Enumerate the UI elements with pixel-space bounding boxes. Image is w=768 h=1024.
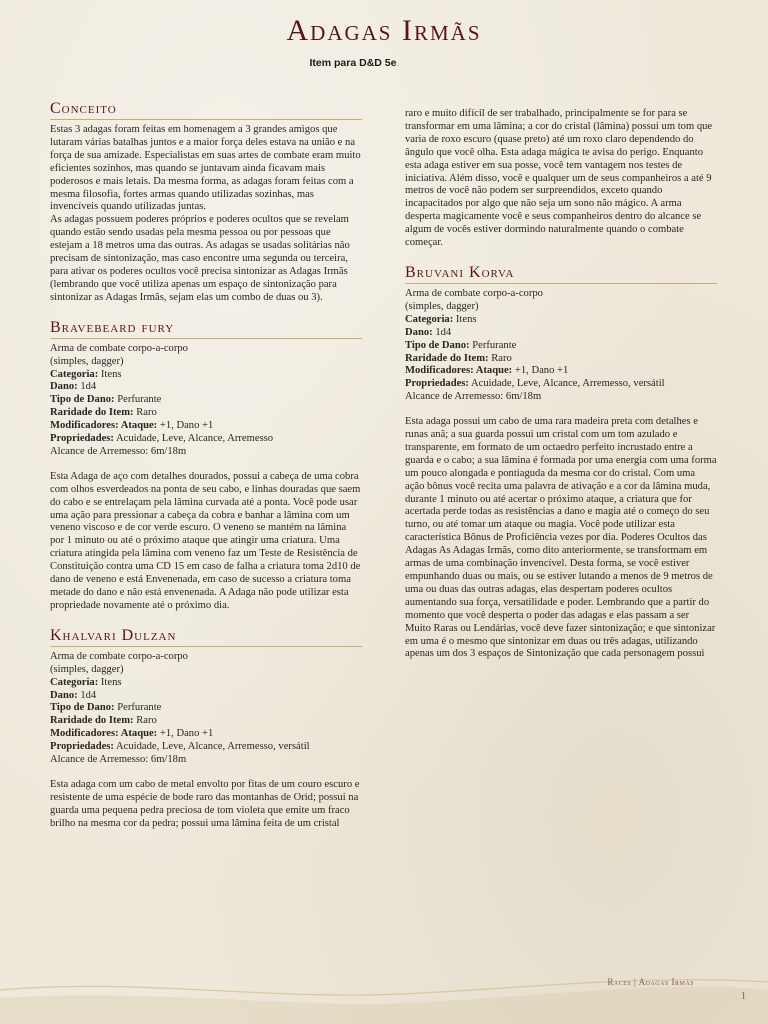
khalvari-stat-block bbox=[50, 651, 362, 767]
section-heading-conceito: Conceito bbox=[50, 100, 362, 120]
page-title: Adagas Irmãs bbox=[286, 14, 482, 47]
footer-ornament bbox=[0, 960, 768, 1024]
stat-modificadores: Modificadores: Ataque: +1, Dano +1 bbox=[50, 728, 214, 740]
footer-running-title: Races | Adagas Irmãs bbox=[607, 977, 694, 987]
section-heading-bruvani: Bruvani Korva bbox=[405, 264, 717, 284]
stat-propriedades: Propriedades: Acuidade, Leve, Alcance, Arremesso, versátil bbox=[50, 741, 310, 753]
stat-dano: Dano: 1d4 bbox=[50, 381, 97, 393]
weapon-subtype: (simples, dagger) bbox=[50, 663, 124, 675]
weapon-subtype: (simples, dagger) bbox=[405, 300, 479, 312]
khalvari-description-continued: raro e muito difícil de ser trabalhado, principalmente se for para se transformar em uma lâmina; a cor do cristal (lâmina) possui um tom que varia de roxo escuro (quase preto) até um roxo claro dependendo do ângulo que você olha. Esta adaga mágica te avisa do perigo. Enquanto esta adaga estiver em sua posse, você tem vantagem nos testes de iniciativa. Além disso, você e qualquer um de seus companheiros a até 9 metros de você não podem ser surpreendidos, exceto quando incapacitados por algo que não seja um sono não mágico. A arma desperta magicamente você e seus companheiros dentro do alcance se algum de vocês estiver dormindo naturalmente quando o combate começar. bbox=[405, 108, 713, 249]
stat-modificadores: Modificadores: Ataque: +1, Dano +1 bbox=[50, 420, 214, 432]
bruvani-stat-block bbox=[405, 288, 717, 404]
stat-dano: Dano: 1d4 bbox=[50, 689, 97, 701]
conceito-paragraph-2: As adagas possuem poderes próprios e poderes ocultos que se revelam quando estão sendo usadas pela mesma pessoa ou por pessoas que estejam a 18 metros uma das outras. As adagas se usadas solitárias não precisam de sintonização, mas caso encontre uma segunda ou terceira, para ativar os poderes ocultos você precisa sintonizar as Adagas Irmãs (lembrando que você utiliza apenas um espaço de sintonização para sintonizar as Adagas Irmãs, sejam elas um combo de duas ou 3). bbox=[50, 214, 350, 303]
stat-raridade: Raridade do Item: Raro bbox=[405, 352, 512, 364]
left-column bbox=[50, 100, 362, 831]
conceito-paragraph-1: Estas 3 adagas foram feitas em homenagem a 3 grandes amigos que lutaram várias batalhas juntos e a maior força deles estava na união e na força de sua amizade. Especialistas em suas artes de combate eram muito eficientes sozinhos, mas quando se juntavam ainda ficavam mais poderosos e mais letais. Da mesma forma, as adagas foram feitas com a mesma filosofia, fortes armas quando utilizadas sozinhas, mas invencíveis quando utilizadas juntas. bbox=[50, 124, 361, 213]
stat-tipo-dano: Tipo de Dano: Perfurante bbox=[50, 394, 162, 406]
stat-alcance: Alcance de Arremesso: 6m/18m bbox=[50, 754, 187, 766]
weapon-subtype: (simples, dagger) bbox=[50, 355, 124, 367]
stat-raridade: Raridade do Item: Raro bbox=[50, 715, 157, 727]
stat-categoria: Categoria: Itens bbox=[50, 676, 122, 688]
stat-modificadores: Modificadores: Ataque: +1, Dano +1 bbox=[405, 365, 569, 377]
page-subtitle: Item para D&D 5e bbox=[309, 57, 397, 69]
stat-dano: Dano: 1d4 bbox=[405, 326, 452, 338]
right-column bbox=[405, 108, 717, 661]
stat-alcance: Alcance de Arremesso: 6m/18m bbox=[50, 445, 187, 457]
page-number: 1 bbox=[741, 991, 746, 1002]
section-heading-khalvari: Khalvari Dulzan bbox=[50, 627, 362, 647]
stat-alcance: Alcance de Arremesso: 6m/18m bbox=[405, 391, 542, 403]
bravebeard-description: Esta Adaga de aço com detalhes dourados, possui a cabeça de uma cobra com olhos esverdeados na ponta de seu cabo, e linhas douradas que saem do cabo e se entrelaçam pela lâmina curvada até a ponta. Você pode usar uma ação para pressionar a cabeça da cobra e banhar a lâmina com um veneno viscoso e de cor verde escuro. O veneno se mantém na lâmina por 1 minuto ou até o próximo ataque que atingir uma criatura. Uma criatura atingida pela lâmina com veneno faz um Teste de Resistência de Constituição contra uma CD 15 em caso de falha a criatura toma 2d10 de dano de veneno e está Envenenada, em caso de sucesso a criatura toma metade do dano e não está envenenada. A Adaga não pode utilizar esta propriedade novamente até o próximo dia. bbox=[50, 470, 361, 611]
stat-tipo-dano: Tipo de Dano: Perfurante bbox=[50, 702, 162, 714]
stat-propriedades: Propriedades: Acuidade, Leve, Alcance, Arremesso bbox=[50, 433, 274, 445]
stat-tipo-dano: Tipo de Dano: Perfurante bbox=[405, 339, 517, 351]
stat-categoria: Categoria: Itens bbox=[50, 368, 122, 380]
weapon-type: Arma de combate corpo-a-corpo bbox=[50, 650, 188, 662]
weapon-type: Arma de combate corpo-a-corpo bbox=[405, 287, 543, 299]
stat-categoria: Categoria: Itens bbox=[405, 313, 477, 325]
stat-raridade: Raridade do Item: Raro bbox=[50, 407, 157, 419]
stat-propriedades: Propriedades: Acuidade, Leve, Alcance, Arremesso, versátil bbox=[405, 378, 665, 390]
khalvari-description: Esta adaga com um cabo de metal envolto por fitas de um couro escuro e resistente de uma espécie de bode raro das montanhas de Orid; possui na guarda uma pequena pedra preciosa de tom violeta que emite um fraco brilho na mesma cor da pedra; possui uma lâmina feita de um cristal bbox=[50, 778, 360, 829]
page-footer bbox=[0, 960, 768, 1024]
weapon-type: Arma de combate corpo-a-corpo bbox=[50, 342, 188, 354]
bravebeard-stat-block bbox=[50, 343, 362, 459]
section-heading-bravebeard: Bravebeard fury bbox=[50, 319, 362, 339]
bruvani-description: Esta adaga possui um cabo de uma rara madeira preta com detalhes e runas anã; a sua guarda possui um cristal com um tom azulado e transparente, em formato de um octaedro perfeito incrustado entre a guarda e o cabo; a sua lâmina é formada por uma energia com uma forma um pouco alongada e pontiaguda da mesma cor do cristal. Com uma ação bônus você recita uma palavra de ativação e a cor da lâmina muda, durante 1 minuto ou até acertar o próximo ataque, a criatura que for acertada perde todas as resistências a dano e magia até o começo do seu turno, ou até tomar um ataque ou magia. Você pode utilizar esta característica Bônus de Proficiência vezes por dia. Poderes Ocultos das Adagas As Adagas Irmãs, como dito anteriormente, se transformam em armas de uma combinação invencível. Desta forma, se você estiver empunhando duas ou mais, ou se estiver lutando a menos de 9 metros de uma ou duas das outras adagas, elas despertam poderes ocultos aumentando sua força, versatilidade e poder. Lembrando que a partir do momento que você desperta o poder das adagas e elas passam a ser Muito Raras ou Lendárias, você deve fazer sintonização; e que sintonizar em uma é o mesmo que sintonizar em duas ou três adagas, utilizando apenas um dos 3 espaços de Sintonização que cada personagem possui bbox=[405, 416, 717, 660]
